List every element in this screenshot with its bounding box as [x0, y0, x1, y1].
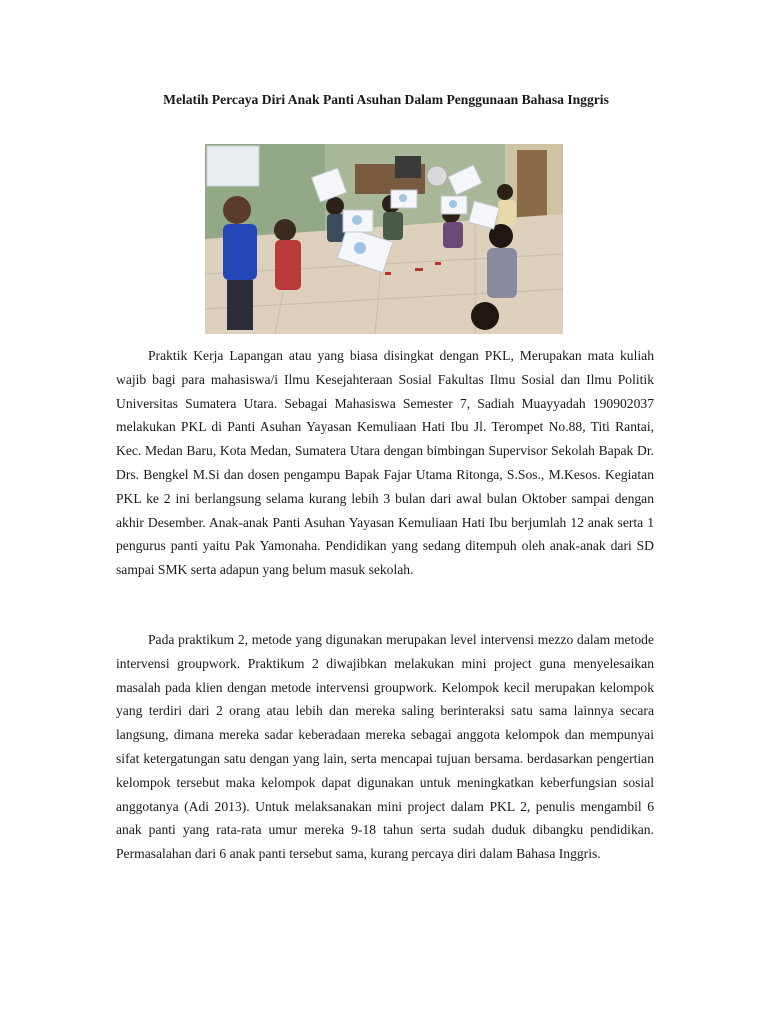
activity-photo [205, 144, 563, 334]
paragraph-2: Pada praktikum 2, metode yang digunakan merupakan level intervensi mezzo dalam metode intervensi groupwork. Praktikum 2 diwajibkan melakukan mini project guna menyelesaikan masalah pada klien dengan metode intervensi groupwork. Kelompok kecil merupakan kelompok yang terdiri dari 2 orang atau lebih dan mereka saling berinteraksi satu sama lainnya secara langsung, dimana mereka sadar keberadaan mereka sebagai anggota kelompok dan mempunyai sifat ketergatungan satu dengan yang lain, serta mencapai tujuan bersama. berdasarkan pengertian kelompok tersebut maka kelompok dapat digunakan untuk meningkatkan keberfungsian sosial anggotanya (Adi 2013). Untuk melaksanakan mini project dalam PKL 2, penulis mengambil 6 anak panti yang rata-rata umur mereka 9-18 tahun serta sudah duduk dibangku pendidikan. Permasalahan dari 6 anak panti tersebut sama, kurang percaya diri dalam Bahasa Inggris. [116, 632, 654, 862]
paragraph-1: Praktik Kerja Lapangan atau yang biasa disingkat dengan PKL, Merupakan mata kuliah wajib bagi para mahasiswa/i Ilmu Kesejahteraan Sosial Fakultas Ilmu Sosial dan Ilmu Politik Universitas Sumatera Utara. Sebagai Mahasiswa Semester 7, Sadiah Muayyadah 190902037 melakukan PKL di Panti Asuhan Yayasan Kemuliaan Hati Ibu Jl. Terompet No.88, Titi Rantai, Kec. Medan Baru, Kota Medan, Sumatera Utara dengan bimbingan Supervisor Sekolah Bapak Dr. Drs. Bengkel M.Si dan dosen pengampu Bapak Fajar Utama Ritonga, S.Sos., M.Kesos. Kegiatan PKL ke 2 ini berlangsung selama kurang lebih 3 bulan dari awal bulan Oktober sampai dengan akhir Desember. Anak-anak Panti Asuhan Yayasan Kemuliaan Hati Ibu berjumlah 12 anak serta 1 pengurus panti yaitu Pak Yamonaha. Pendidikan yang sedang ditempuh oleh anak-anak dari SD sampai SMK serta adapun yang belum masuk sekolah. [116, 348, 654, 578]
children-activity-illustration [205, 144, 563, 334]
document-title: Melatih Percaya Diri Anak Panti Asuhan Dalam Penggunaan Bahasa Inggris [163, 92, 609, 107]
